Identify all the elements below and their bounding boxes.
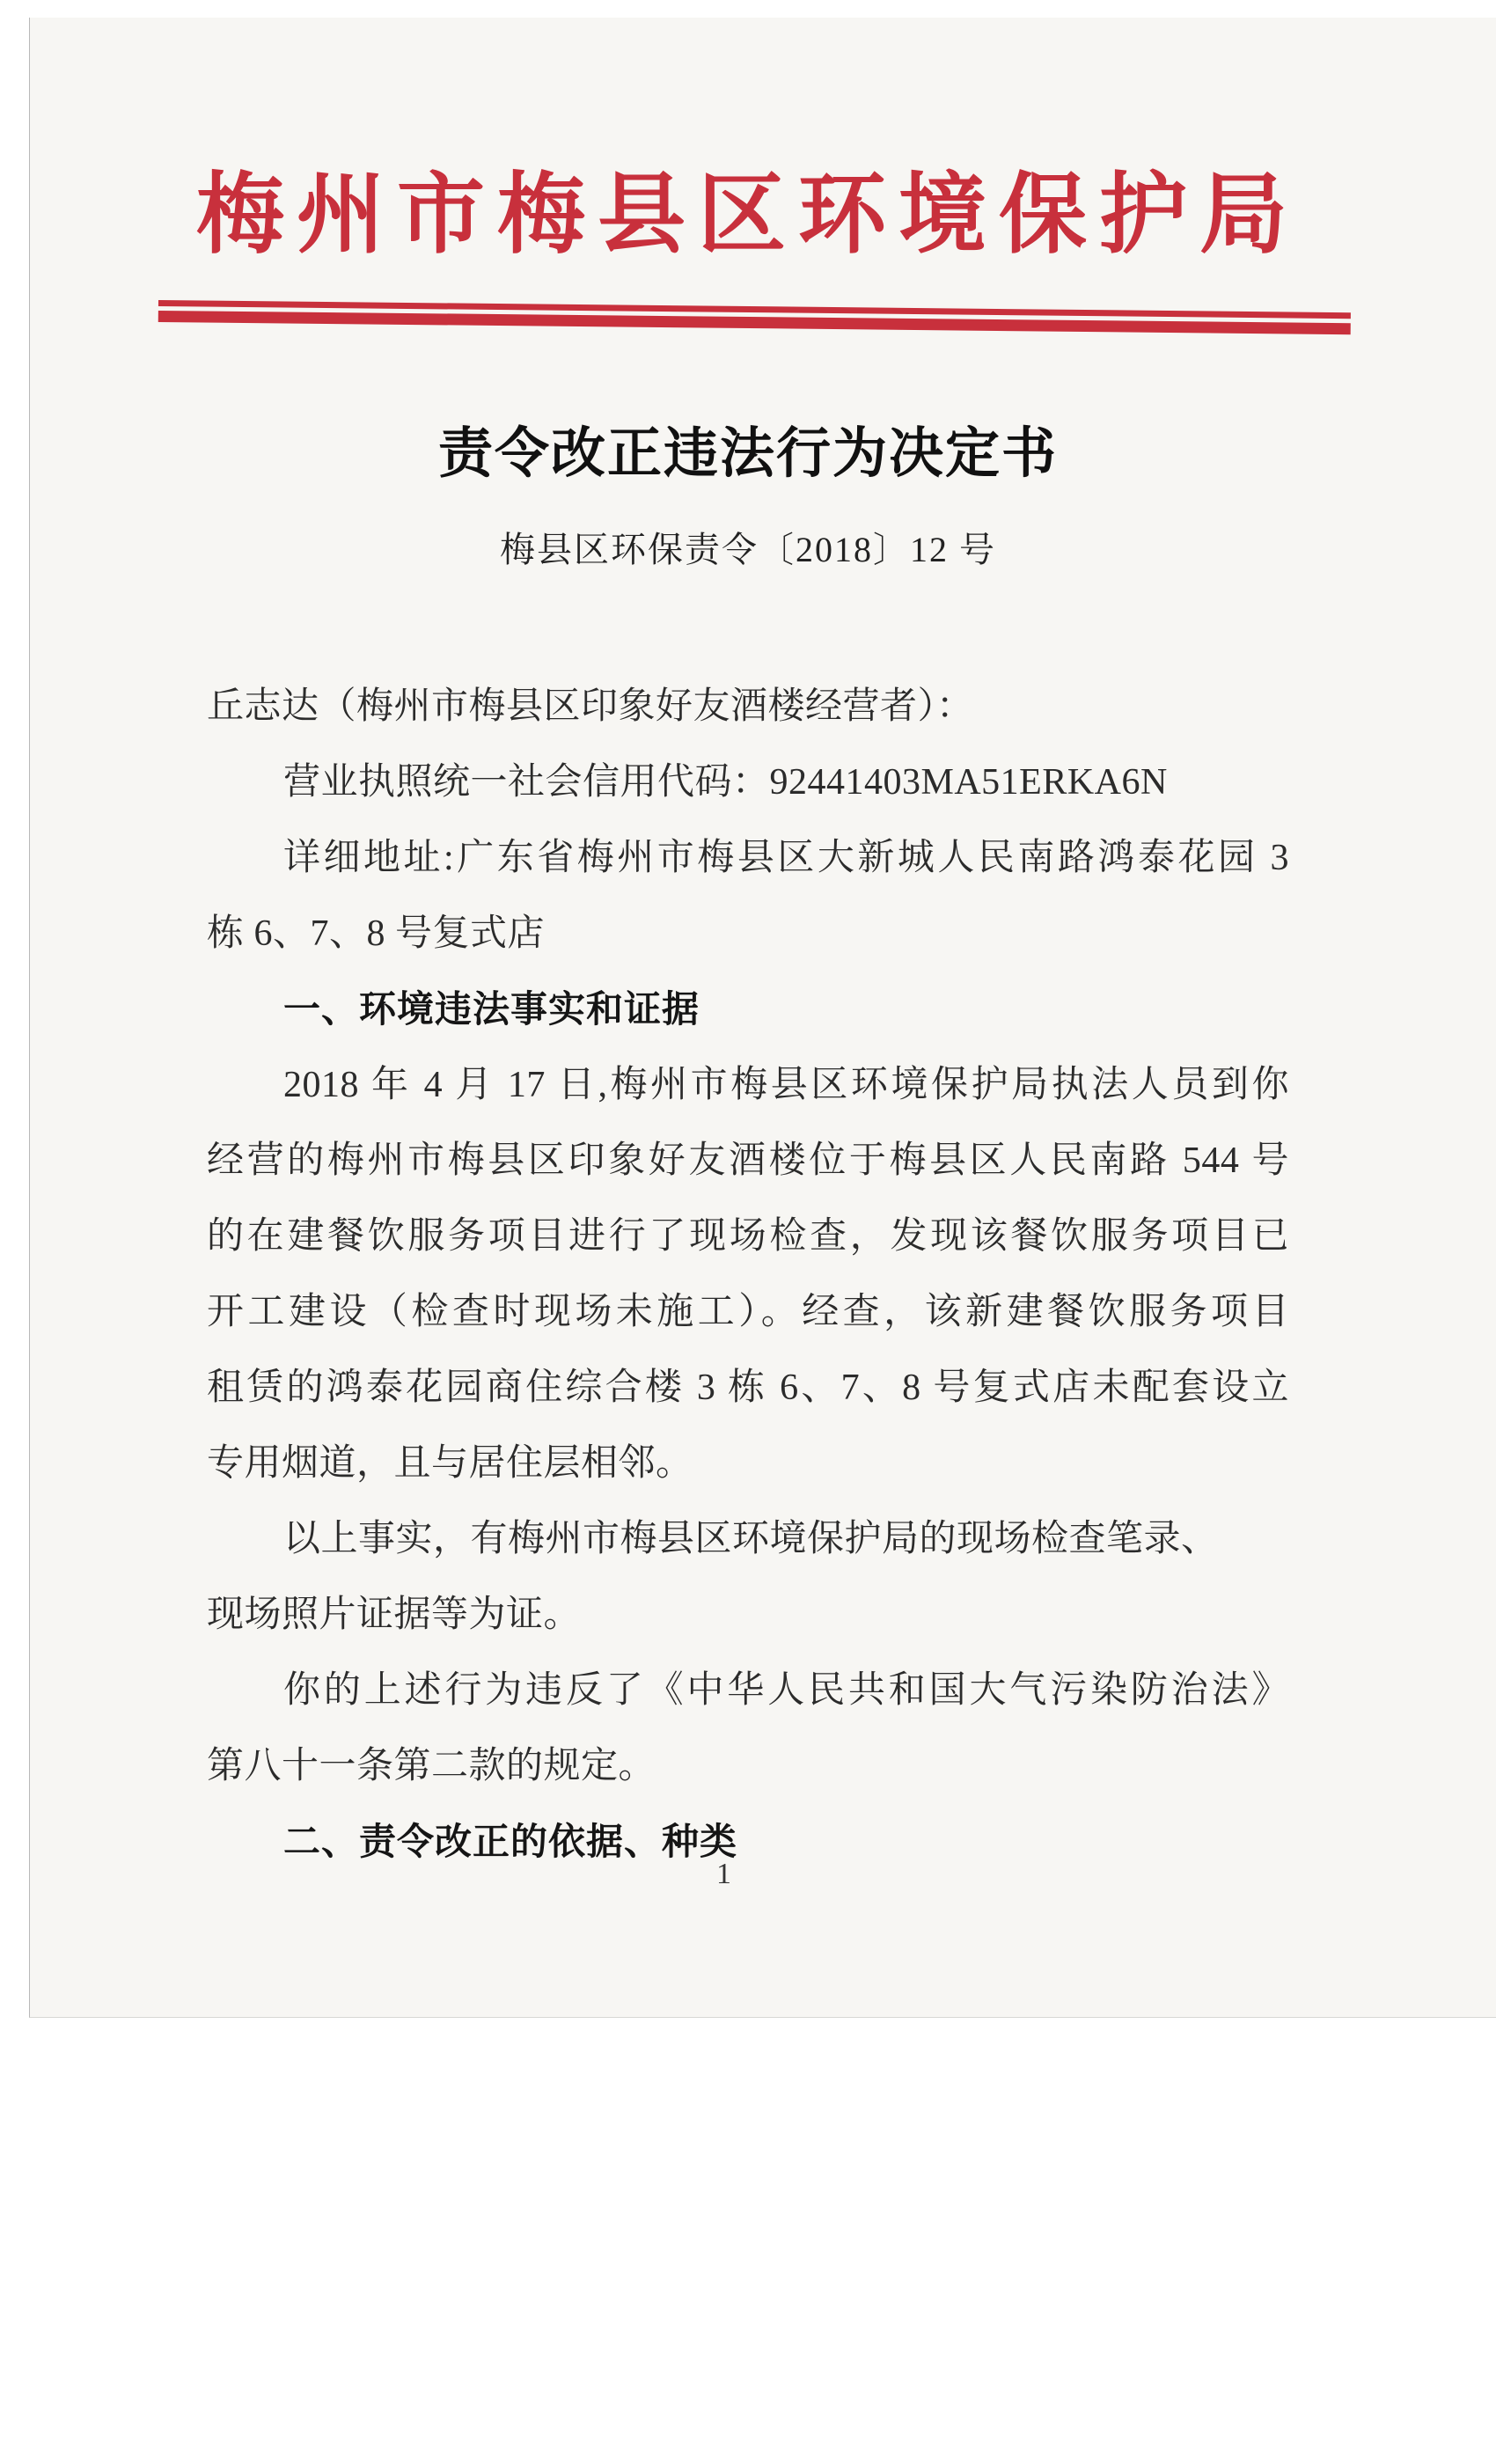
body-line: 经营的梅州市梅县区印象好友酒楼位于梅县区人民南路 544 号 bbox=[207, 1140, 1289, 1181]
body-line: 现场照片证据等为证。 bbox=[207, 1595, 582, 1635]
body-line: 的在建餐饮服务项目进行了现场检查，发现该餐饮服务项目已 bbox=[207, 1216, 1289, 1257]
body-line: 以上事实，有梅州市梅县区环境保护局的现场检查笔录、 bbox=[283, 1519, 1219, 1559]
body-line: 开工建设（检查时现场未施工）。经查，该新建餐饮服务项目 bbox=[207, 1292, 1289, 1332]
body-line: 丘志达（梅州市梅县区印象好友酒楼经营者）： bbox=[207, 686, 974, 727]
body-line: 营业执照统一社会信用代码：92441403MA51ERKA6N bbox=[283, 762, 1168, 803]
body-section-heading: 二、责令改正的依据、种类 bbox=[283, 1821, 738, 1862]
body-line: 你的上述行为违反了《中华人民共和国大气污染防治法》 bbox=[283, 1670, 1289, 1711]
body-line: 专用烟道，且与居住层相邻。 bbox=[207, 1443, 693, 1484]
page-number: 1 bbox=[716, 1858, 731, 1890]
document-number: 梅县区环保责令〔2018〕12 号 bbox=[500, 530, 996, 569]
body-line: 2018 年 4 月 17 日,梅州市梅县区环境保护局执法人员到你 bbox=[283, 1065, 1289, 1105]
body-line: 栋 6、7、8 号复式店 bbox=[207, 913, 546, 954]
body-line: 详细地址:广东省梅州市梅县区大新城人民南路鸿泰花园 3 bbox=[283, 838, 1289, 878]
body-section-heading: 一、环境违法事实和证据 bbox=[283, 988, 700, 1030]
body-line: 租赁的鸿泰花园商住综合楼 3 栋 6、7、8 号复式店未配套设立 bbox=[207, 1368, 1289, 1408]
body-line: 第八十一条第二款的规定。 bbox=[207, 1746, 656, 1786]
document-title: 责令改正违法行为决定书 bbox=[437, 424, 1058, 484]
agency-header-title: 梅州市梅县区环境保护局 bbox=[196, 166, 1300, 264]
document-body bbox=[207, 0, 1289, 2464]
